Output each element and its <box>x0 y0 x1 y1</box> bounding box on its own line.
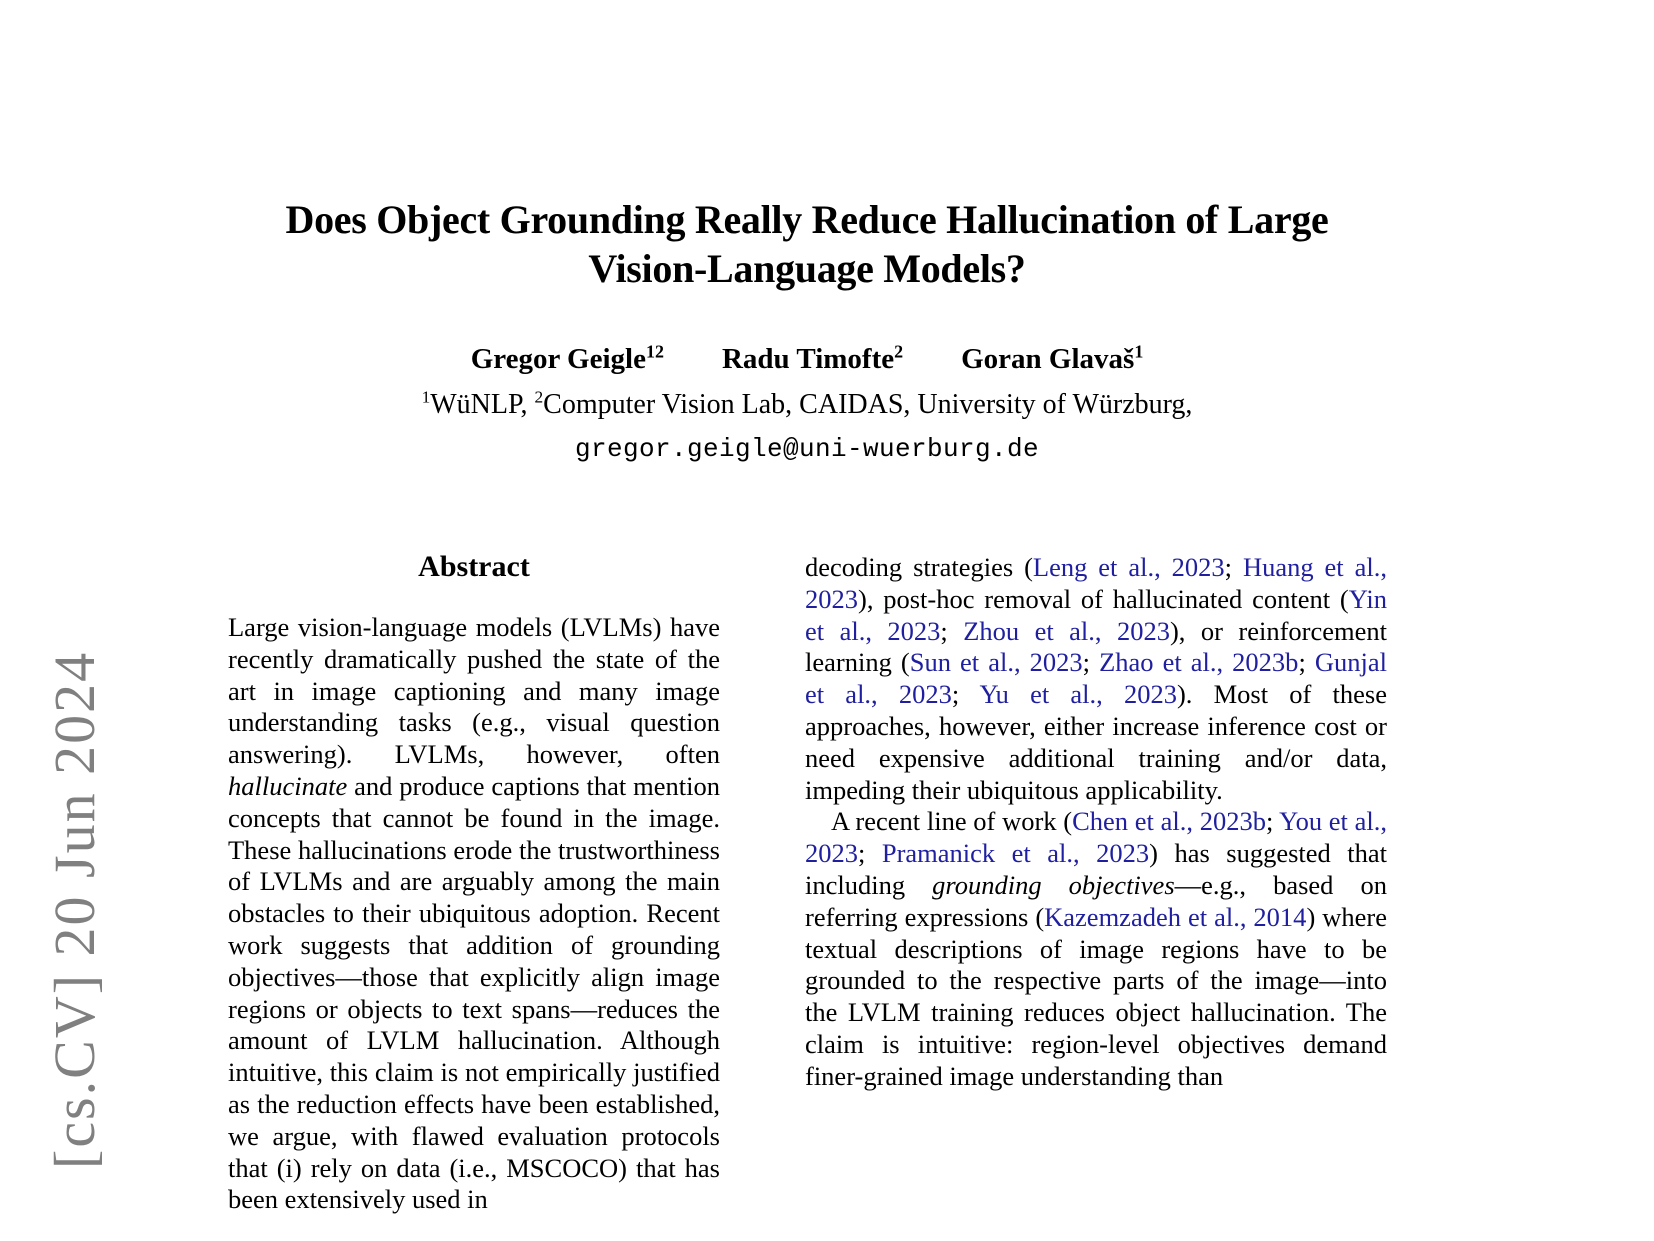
abstract-emphasis-hallucinate: hallucinate <box>228 770 348 801</box>
author-3 <box>961 340 1143 379</box>
affiliation-text-1: WüNLP, <box>430 389 535 421</box>
emphasis-grounding-objectives: grounding objectives <box>932 869 1175 900</box>
title-block <box>227 196 1387 294</box>
author-1-affiliation-marker: 12 <box>645 341 664 362</box>
contact-email[interactable]: gregor.geigle@uni-wuerburg.de <box>574 433 1040 464</box>
affiliation-marker-1: 1 <box>421 387 431 407</box>
left-column <box>228 552 720 1241</box>
author-2 <box>722 340 903 379</box>
affiliation-line <box>227 385 1387 425</box>
citation-pramanick-2023[interactable]: Pramanick et al., 2023 <box>881 838 1150 869</box>
paper-title-line-2: Vision-Language Models? <box>588 245 1026 291</box>
citation-zhou-2023[interactable]: Zhou et al., 2023 <box>963 615 1170 646</box>
p1-seg-8: ; <box>951 679 980 710</box>
p1-seg-9: ). Most of these approaches, however, either increase inference cost or need expensive additional training and/or data, impeding their ubiquitous applicability. <box>805 679 1387 805</box>
p2-seg-3: ; <box>858 838 882 869</box>
authors-block <box>227 340 1387 469</box>
citation-chen-2023b[interactable]: Chen et al., 2023b <box>1072 806 1266 837</box>
p1-seg-5: ), or reinforcement learning ( <box>805 615 1387 678</box>
citation-sun-2023[interactable]: Sun et al., 2023 <box>909 647 1083 678</box>
abstract-text-part-1: Large vision-language models (LVLMs) have recently dramatically pushed the state of the art in image captioning and many image understanding tasks (e.g., visual question answering). LVLMs, however, often <box>228 612 720 770</box>
p2-seg-6: ) where textual descriptions of image regions have to be grounded to the respective parts of the image—into the LVLM training reduces object hallucination. The claim is intuitive: region-level objectives demand finer-grained image understanding than <box>805 901 1387 1091</box>
p1-seg-2: ; <box>1224 552 1243 582</box>
p1-seg-1: decoding strategies ( <box>805 552 1033 582</box>
author-1 <box>471 340 664 379</box>
affiliation-marker-2: 2 <box>534 387 544 407</box>
p1-seg-3: ), post-hoc removal of hallucinated content ( <box>858 583 1349 614</box>
p2-seg-5: —e.g., based on referring expressions ( <box>805 869 1387 932</box>
intro-paragraph-1 <box>805 552 1387 806</box>
intro-paragraph-2 <box>805 806 1387 1092</box>
author-2-affiliation-marker: 2 <box>894 341 904 362</box>
p1-seg-4: ; <box>940 615 964 646</box>
citation-zhao-2023b[interactable]: Zhao et al., 2023b <box>1099 647 1299 678</box>
p2-seg-1: A recent line of work ( <box>831 806 1073 837</box>
author-1-name: Gregor Geigle <box>470 343 646 375</box>
citation-kazemzadeh-2014[interactable]: Kazemzadeh et al., 2014 <box>1044 901 1307 932</box>
citation-huang-2023[interactable]: Huang et al., 2023 <box>805 552 1387 614</box>
affiliation-text-2: Computer Vision Lab, CAIDAS, University of Würzburg, <box>543 389 1193 421</box>
p2-seg-4: ) has suggested that including <box>805 838 1387 900</box>
page-title <box>227 196 1387 294</box>
abstract-heading: Abstract <box>418 552 530 583</box>
abstract-body <box>228 612 720 1216</box>
author-2-name: Radu Timofte <box>721 343 895 375</box>
right-column <box>805 552 1387 1241</box>
abstract-text-part-2: and produce captions that mention concepts that cannot be found in the image. These hallucinations erode the trustworthiness of LVLMs and are arguably among the main obstacles to their ubiquitous adoption. Recent work suggests that addition of grounding objectives—those that explicitly align image regions or objects to text spans—reduces the amount of LVLM hallucination. Although intuitive, this claim is not empirically justified as the reduction effects have been established, we argue, with flawed evaluation protocols that (i) rely on data (i.e., MSCOCO) that has been extensively used in <box>228 770 720 1215</box>
p2-seg-2: ; <box>1265 806 1280 837</box>
citation-yin-2023[interactable]: Yin et al., 2023 <box>805 583 1387 646</box>
citation-gunjal-2023[interactable]: Gunjal et al., 2023 <box>805 647 1387 710</box>
arxiv-stamp-text: [cs.CV] 20 Jun 2024 <box>42 650 107 1169</box>
paper-title-line-1: Does Object Grounding Really Reduce Hallucination of Large <box>285 197 1329 242</box>
citation-leng-2023[interactable]: Leng et al., 2023 <box>1032 552 1225 582</box>
author-3-affiliation-marker: 1 <box>1134 341 1144 362</box>
p1-seg-7: ; <box>1298 647 1315 678</box>
author-3-name: Goran Glavaš <box>961 343 1135 375</box>
author-names-row <box>227 340 1387 379</box>
p1-seg-6: ; <box>1082 647 1100 678</box>
citation-you-2023[interactable]: You et al., 2023 <box>805 806 1387 869</box>
citation-yu-2023[interactable]: Yu et al., 2023 <box>979 679 1177 710</box>
